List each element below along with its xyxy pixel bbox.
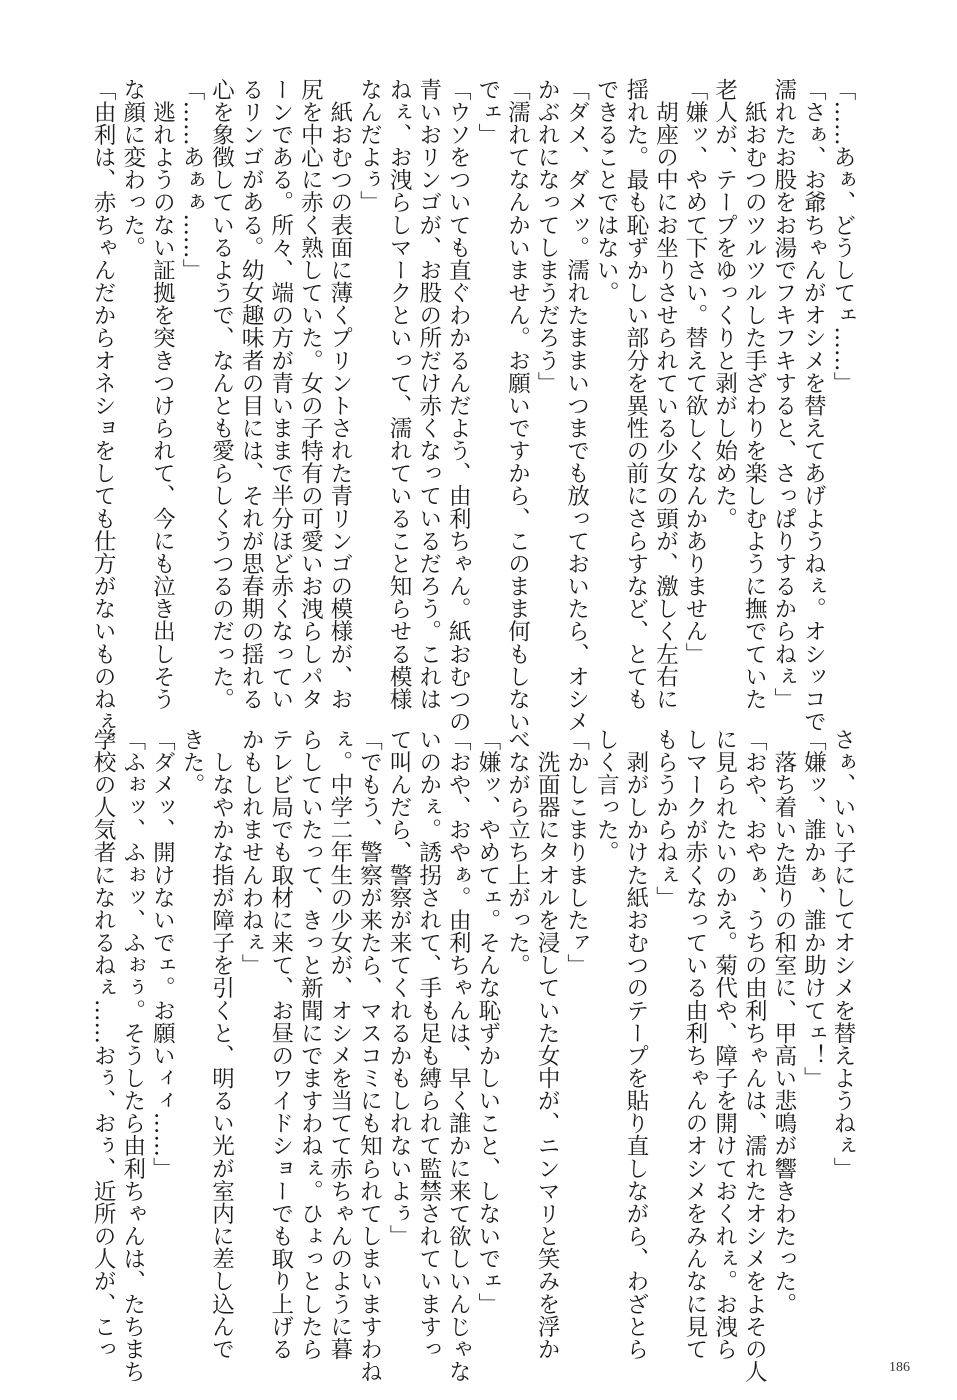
text-line: 「濡れてなんかいません。お願いですから、このまま何もしない — [504, 78, 531, 733]
text-line: 「おや、おやぁ、うちの由利ちゃんは、濡れたオシメをよその人 — [741, 728, 768, 1383]
text-block-top — [90, 78, 857, 756]
text-line: でェ」 — [474, 78, 501, 146]
text-line: 「ダメッ、開けないでェ。お願いィィ……」 — [149, 728, 176, 1180]
text-line: 青いおリンゴが、お股の所だけ赤くなっているだろう。これは — [415, 78, 442, 711]
text-line: ぇ。中学二年生の少女が、オシメを当てて赤ちゃんのように暮 — [326, 728, 353, 1361]
page-number: 186 — [889, 1360, 910, 1375]
text-line: 心を象徴しているようで、なんとも愛らしくうつるのだった。 — [208, 78, 235, 711]
text-line: 胡座の中にお坐りさせられている少女の頭が、激しく左右に — [652, 78, 679, 711]
text-line: 紙おむつのツルツルした手ざわりを楽しむように撫でていた — [741, 78, 768, 711]
text-block-bottom — [90, 728, 857, 1383]
text-line: さぁ、いい子にしてオシメを替えようねぇ」 — [830, 728, 856, 1180]
text-line: 「でもう、警察が来たら、マスコミにも知られてしまいますわね — [356, 728, 383, 1383]
text-line: できることではない。 — [593, 78, 620, 304]
text-line: かぶれになってしまうだろう」 — [534, 78, 561, 395]
text-line: 「嫌ッ、やめて下さい。替えて欲しくなんかありません」 — [682, 78, 709, 666]
text-line: テレビ局でも取材に来て、お昼のワイドショーでも取り上げる — [267, 728, 294, 1361]
text-line: な顔に変わった。 — [119, 78, 146, 259]
text-line: かもしれませんわねぇ」 — [238, 728, 265, 977]
text-line: 「ふぉッ、ふぉッ、ふぉぅ。そうしたら由利ちゃんは、たちまち — [119, 728, 146, 1383]
text-line: 洗面器にタオルを浸していた女中が、ニンマリと笑みを浮か — [534, 728, 561, 1361]
text-line: しく言った。 — [593, 728, 620, 864]
text-line: 「ダメ、ダメッ。濡れたままいつまでも放っておいたら、オシメ — [563, 78, 590, 733]
text-line: 落ち着いた造りの和室に、甲高い悲鳴が響きわたった。 — [770, 728, 797, 1316]
text-line: らしていたって、きっと新聞にでますわねぇ。ひょっとしたら — [297, 728, 324, 1361]
text-line: 「嫌ッ、やめてェ。そんな恥ずかしいこと、しないでェ」 — [474, 728, 501, 1316]
text-line: 濡れたお股をお湯でフキフキすると、さっぱりするからねぇ」 — [770, 78, 797, 711]
text-line: きた。 — [178, 728, 205, 796]
text-line: 老人が、テープをゆっくりと剥がし始めた。 — [711, 78, 738, 530]
text-line: 「おや、おやぁ。由利ちゃんは、早く誰かに来て欲しいんじゃな — [445, 728, 472, 1383]
text-line: に見られたいのかえ。菊代や、障子を開けておくれぇ。お洩ら — [711, 728, 738, 1361]
text-line: 学校の人気者になれるねぇ……おぅ、おぅ、近所の人が、こっ — [90, 728, 117, 1361]
text-line: ーンである。所々、端の方が青いままで半分ほど赤くなってい — [267, 78, 294, 711]
text-line: 逃れようのない証拠を突きつけられて、今にも泣き出しそう — [149, 78, 176, 711]
text-line: 「由利は、赤ちゃんだからオネショをしても仕方がないものねぇ。 — [90, 78, 117, 756]
text-line: 「かしこまりましたァ」 — [563, 728, 590, 977]
text-line: しなやかな指が障子を引くと、明るい光が室内に差し込んで — [208, 728, 235, 1361]
text-line: ねぇ、お洩らしマークといって、濡れていること知らせる模様 — [386, 78, 413, 711]
text-line: もらうからねぇ」 — [652, 728, 679, 909]
text-line: 「……あぁ、どうしてェ……」 — [830, 78, 856, 395]
text-line: しマークが赤くなっている由利ちゃんのオシメをみんなに見て — [682, 728, 709, 1361]
text-line: 「嫌ッ、誰かぁ、誰か助けてェ！」 — [800, 728, 827, 1090]
text-line: いのかぇ。誘拐されて、手も足も縛られて監禁されていますっ — [415, 728, 442, 1361]
text-line: 「さぁ、お爺ちゃんがオシメを替えてあげようねぇ。オシッコで — [800, 78, 827, 733]
text-line: 揺れた。最も恥ずかしい部分を異性の前にさらすなど、とても — [622, 78, 649, 711]
text-line: 尻を中心に赤く熟していた。女の子特有の可愛いお洩らしパタ — [297, 78, 324, 711]
text-line: て叫んだら、警察が来てくれるかもしれないよぅ」 — [386, 728, 413, 1248]
text-line: るリンゴがある。幼女趣味者の目には、それが思春期の揺れる — [238, 78, 265, 711]
text-line: 「ウソをついても直ぐわかるんだよう、由利ちゃん。紙おむつの — [445, 78, 472, 733]
text-line: 剥がしかけた紙おむつのテープを貼り直しながら、わざとら — [622, 728, 649, 1361]
text-line: べながら立ち上がった。 — [504, 728, 531, 977]
text-line: 紙おむつの表面に薄くプリントされた青リンゴの模様が、お — [326, 78, 353, 711]
text-line: 「……あぁぁ……」 — [178, 78, 205, 282]
text-line: なんだよぅ」 — [356, 78, 383, 214]
